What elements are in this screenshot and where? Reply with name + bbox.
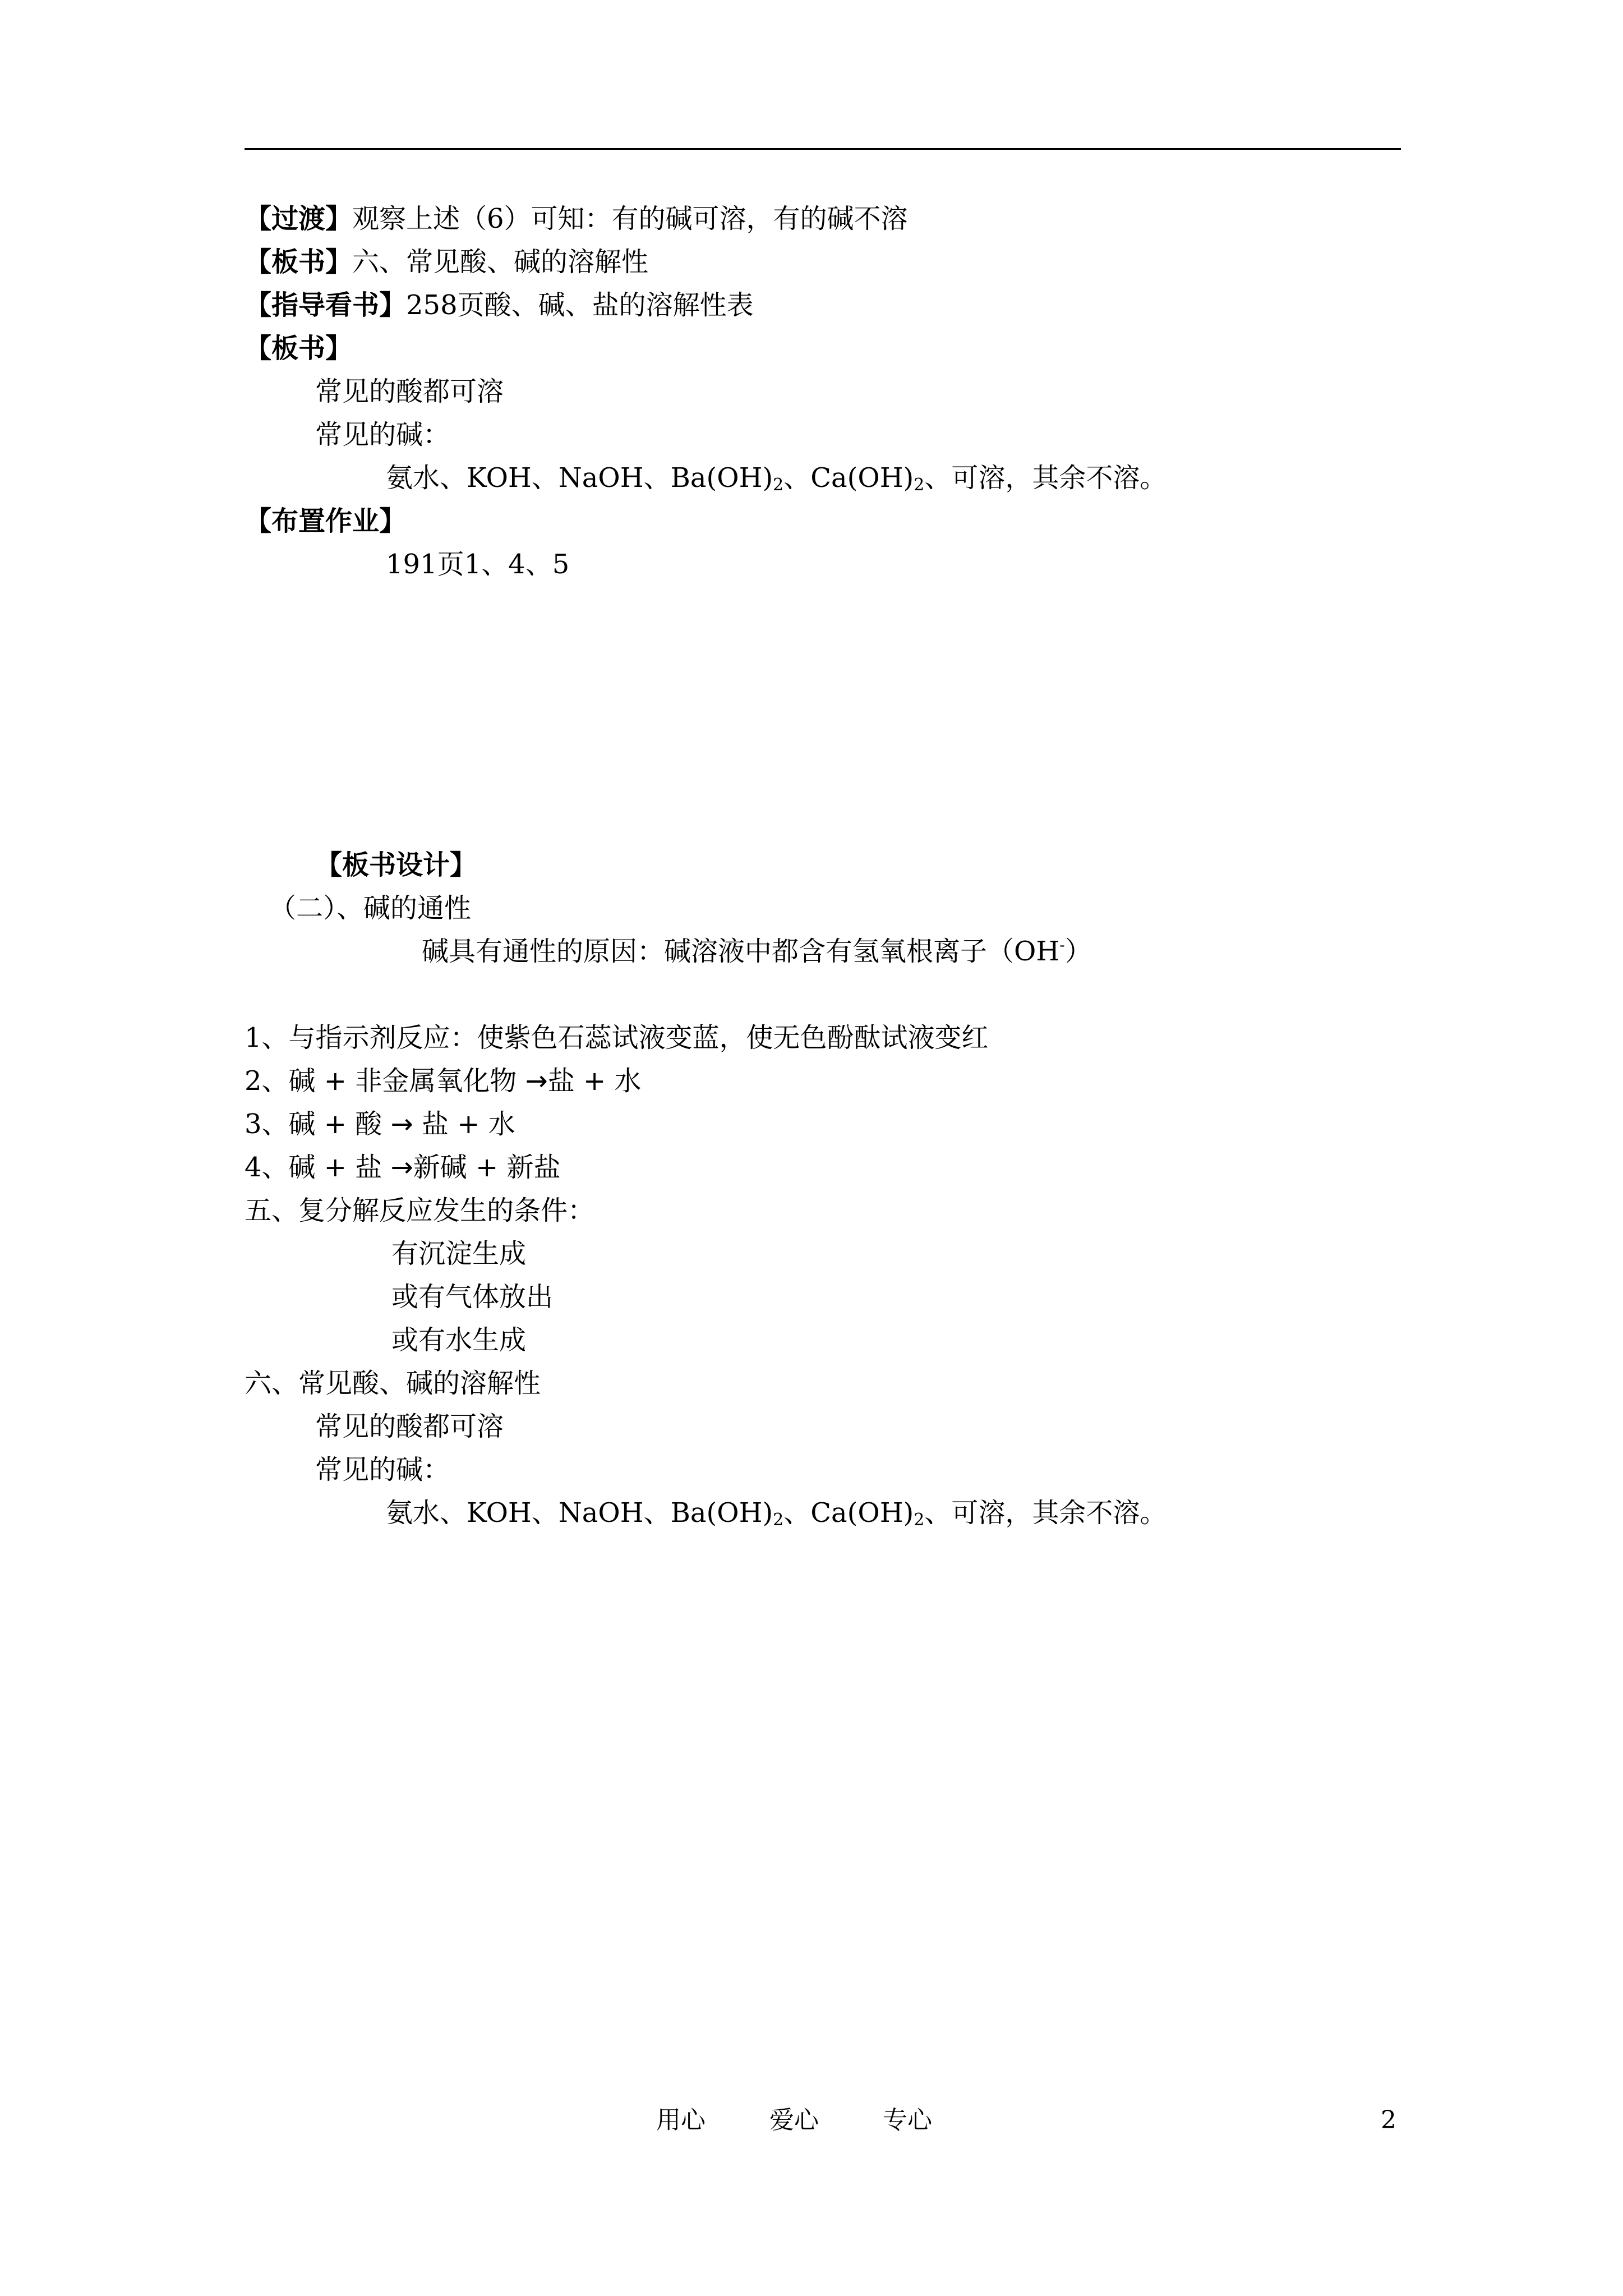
board-text-1: 六、常见酸、碱的溶解性 (352, 246, 649, 278)
board-line-1 (245, 245, 648, 279)
design-bases-label: 常见的碱： (315, 1454, 450, 1485)
transition-line (245, 202, 908, 236)
board-design-title: 【板书设计】 (315, 849, 477, 881)
board-tag-1: 【板书】 (245, 246, 353, 278)
transition-tag: 【过渡】 (245, 203, 353, 234)
guide-line (245, 288, 754, 322)
bases-label: 常见的碱： (315, 419, 450, 450)
footer-slogan-1: 用心 (656, 2106, 706, 2134)
guide-text: 258页酸、碱、盐的溶解性表 (406, 289, 754, 321)
design-bases-soluble-line (386, 1496, 1166, 1530)
transition-text: 观察上述（6）可知：有的碱可溶，有的碱不溶 (352, 203, 908, 234)
item4-result: 新碱 + 新盐 (413, 1152, 561, 1183)
homework-text: 191页1、4、5 (386, 549, 570, 580)
reason-text: 碱具有通性的原因：碱溶液中都含有氢氧根离子（OH (422, 936, 1060, 967)
section-base-properties: （二）、碱的通性 (269, 892, 472, 924)
item-acid (245, 1107, 515, 1141)
acids-soluble: 常见的酸都可溶 (315, 376, 504, 407)
footer-slogan-2: 爱心 (769, 2106, 819, 2134)
bases-text-2: 、Ca(OH) (783, 462, 914, 494)
arrow-icon: → (390, 1108, 413, 1140)
guide-tag: 【指导看书】 (245, 289, 407, 321)
superscript-minus: - (1059, 936, 1065, 954)
item4-text: 4、碱 + 盐 (245, 1152, 391, 1183)
arrow-icon: → (525, 1065, 548, 1097)
item-salt (245, 1151, 561, 1184)
reason-close: ） (1064, 936, 1092, 967)
board-tag-2: 【板书】 (245, 333, 353, 364)
section-five: 五、复分解反应发生的条件： (245, 1195, 595, 1226)
subscript-2: 2 (914, 1510, 925, 1530)
item-nonmetal-oxide (245, 1064, 642, 1098)
design-acids-soluble: 常见的酸都可溶 (315, 1411, 504, 1442)
bases-text-1: 氨水、KOH、NaOH、Ba(OH) (386, 1497, 773, 1529)
arrow-icon: → (390, 1152, 413, 1183)
subscript-2: 2 (773, 475, 784, 495)
item2-result: 盐 + 水 (547, 1065, 642, 1097)
bases-text-1: 氨水、KOH、NaOH、Ba(OH) (386, 462, 773, 494)
condition-water: 或有水生成 (391, 1324, 527, 1356)
bases-soluble-line (386, 461, 1166, 495)
item3-text: 3、碱 + 酸 (245, 1108, 391, 1140)
footer-slogan-3: 专心 (883, 2106, 932, 2134)
subscript-2: 2 (914, 475, 925, 495)
item3-result: 盐 + 水 (413, 1108, 515, 1140)
header-rule (245, 148, 1401, 150)
item-indicator: 1、与指示剂反应：使紫色石蕊试液变蓝，使无色酚酞试液变红 (245, 1022, 989, 1053)
bases-text-3: 、可溶，其余不溶。 (924, 1497, 1167, 1529)
subscript-2: 2 (773, 1510, 784, 1530)
item2-text: 2、碱 + 非金属氧化物 (245, 1065, 525, 1097)
condition-gas: 或有气体放出 (391, 1281, 554, 1313)
bases-text-2: 、Ca(OH) (783, 1497, 914, 1529)
reason-line (422, 935, 1092, 968)
bases-text-3: 、可溶，其余不溶。 (924, 462, 1167, 494)
homework-tag: 【布置作业】 (245, 505, 407, 537)
page-number: 2 (1381, 2106, 1396, 2134)
condition-precipitate: 有沉淀生成 (391, 1238, 527, 1269)
section-six: 六、常见酸、碱的溶解性 (245, 1368, 541, 1399)
